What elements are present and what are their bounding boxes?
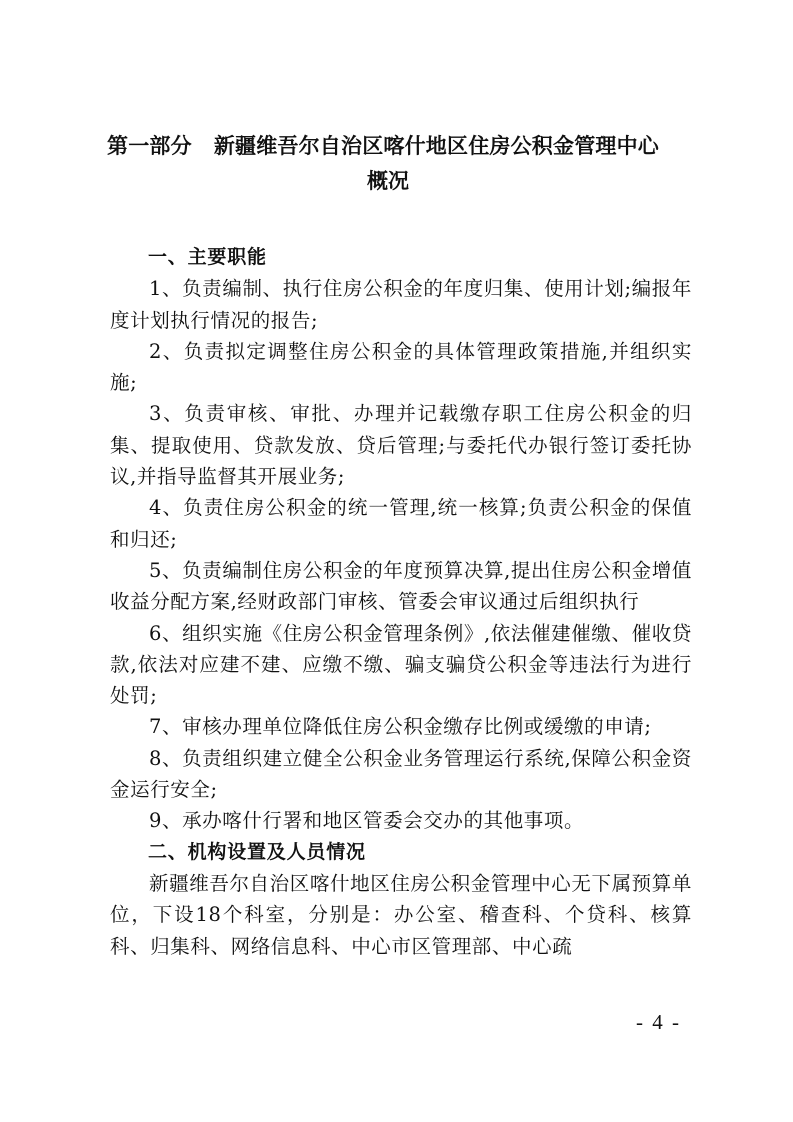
duty-item-5: 5、负责编制住房公积金的年度预算决算,提出住房公积金增值收益分配方案,经财政部门审核、管委会审议通过后组织执行	[110, 558, 692, 614]
document-body	[110, 242, 692, 962]
duty-item-6: 6、组织实施《住房公积金管理条例》,依法催建催缴、催收贷款,依法对应建不建、应缴不缴、骗支骗贷公积金等违法行为进行处罚;	[110, 621, 692, 708]
section-heading-main-duties: 一、主要职能	[148, 246, 267, 268]
duty-item-3: 3、负责审核、审批、办理并记载缴存职工住房公积金的归集、提取使用、贷款发放、贷后管理;与委托代办银行签订委托协议,并指导监督其开展业务;	[110, 402, 692, 489]
duty-item-4: 4、负责住房公积金的统一管理,统一核算;负责公积金的保值和归还;	[110, 496, 692, 551]
title-line-1: 新疆维吾尔自治区喀什地区住房公积金管理中心	[213, 134, 660, 158]
page-number: - 4 -	[636, 1010, 681, 1034]
section-heading-organization: 二、机构设置及人员情况	[148, 840, 366, 863]
duty-item-1: 1、负责编制、执行住房公积金的年度归集、使用计划;编报年度计划执行情况的报告;	[110, 277, 692, 332]
organization-paragraph: 新疆维吾尔自治区喀什地区住房公积金管理中心无下属预算单位，下设18个科室，分别是：办公室、稽查科、个贷科、核算科、归集科、网络信息科、中心市区管理部、中心疏	[110, 871, 692, 958]
duty-item-7: 7、审核办理单位降低住房公积金缴存比例或缓缴的申请;	[149, 715, 652, 739]
document-title	[107, 131, 697, 161]
duty-item-8: 8、负责组织建立健全公积金业务管理运行系统,保障公积金资金运行安全;	[110, 746, 692, 802]
duty-item-9: 9、承办喀什行署和地区管委会交办的其他事项。	[149, 809, 585, 833]
title-line-2: 概况	[367, 169, 409, 193]
duty-item-2: 2、负责拟定调整住房公积金的具体管理政策措施,并组织实施;	[110, 339, 692, 395]
title-part: 第一部分	[107, 134, 192, 158]
